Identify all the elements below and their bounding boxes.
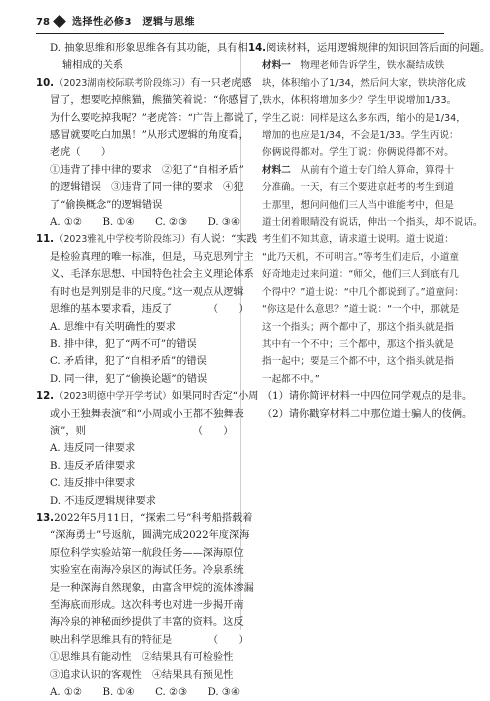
right_column-line [248,179,454,196]
line-text: A. ①② B. ①④ C. ②③ D. ③④ [50,217,241,229]
left-column [36,40,270,701]
right_column-line [248,110,466,127]
left_column-line [36,371,234,388]
line-text: 士那里，想问问他们三人当中谁能考中，但是 [262,199,454,211]
line-text: D. 不违反逻辑规律要求 [50,495,156,507]
right_column-line [248,284,464,301]
line-text: 演”，则 （ ） [50,425,234,437]
line-text: ①思维具有能动性 ②结果具有可检验性 [50,652,234,664]
left_column-line [36,510,253,527]
right_column-line [248,57,444,74]
line-text: 考生们不知其意，请求道士说明。道士说道： [262,234,454,246]
line-text: （1）请你简评材料一中四位同学观点的是非。 [262,391,473,403]
right_column-line [248,214,483,231]
left_column-line [36,197,234,214]
line-text: 义、毛泽东思想、中国特色社会主义理论体系 [50,269,254,281]
left_column-line [36,545,244,562]
diamond-icon [53,15,66,28]
left_column-line [36,284,244,301]
question-number: 12. [36,391,55,403]
right_column-line [248,301,460,318]
line-text: 这一个指头；两个都中了，那这个指头就是指 [262,321,454,333]
line-text: “此乃天机，不可明言。”等考生们走后，小道童 [262,251,460,263]
question-number: 11. [36,234,55,246]
line-text: 有时也是判别是非的尺度。”这一观点从逻辑 [50,286,244,298]
left_column-line [36,266,254,283]
right_column-line [248,162,454,179]
left_column-line [36,301,249,318]
line-text: 学生乙说：同样是这么多东西，缩小的是1/34， [262,112,466,124]
line-text: C. 违反排中律要求 [50,478,136,490]
page-header [36,12,444,34]
line-text: A. 思维中有关明确性的要求 [50,321,176,333]
question-source: （2023明德中学开学考试） [54,391,172,403]
left_column-line [36,336,234,353]
left_column-line [36,162,244,179]
right_column-line [248,406,473,423]
left_column-line [36,319,234,336]
line-text: 指一起中；要是三个都不中，这个指头就是指 [262,356,454,368]
left_column-line [36,649,234,666]
right_column-line [248,388,473,405]
left_column-line [36,388,259,405]
line-text: 是检验真理的唯一标准，但是，马克思列宁主 [50,251,254,263]
right_column-line [248,144,454,161]
left_column-line [36,684,241,701]
line-text: 是一种深海自然现象，由富含甲烷的流体渗漏 [50,582,254,594]
left_column-line [36,92,270,109]
right_column-line [248,127,459,144]
right_column-line [248,92,457,109]
line-text: 至海底而形成。这次科考也对进一步揭开南 [50,600,244,611]
line-text: D. 同一律，犯了“偷换论题”的错误 [50,373,208,385]
question-number: 10. [36,77,55,89]
line-text: 老虎（ ） [50,147,112,159]
question-number: 13. [36,512,55,524]
right_column-line [248,319,454,336]
question-number: 14. [248,43,267,54]
right_column-line [248,353,454,370]
line-text: 其中有一个不中；三个都中，那这个指头就是 [262,338,454,350]
line-text: 感冒就要吃白加黑！”从形式逻辑的角度看， [50,130,249,142]
left_column-line [36,40,248,57]
line-text: 块，体积缩小了1/34，然后问大家，铁块溶化成 [262,77,466,89]
line-text: 了“偷换概念”的逻辑错误 [50,199,163,211]
line-text: A. ①② B. ①④ C. ②③ D. ③④ [50,687,241,699]
left_column-line [36,632,249,649]
line-text: 增加的也应是1/34，不会是1/33。学生丙说： [262,130,459,142]
left_column-line [36,75,252,92]
left_column-line [36,214,241,231]
line-text: 物理老师告诉学生，铁水凝结成铁 [290,60,445,72]
left_column-line [36,493,234,510]
line-text: 分准确。一天，有三个要进京赶考的考生到道 [262,182,454,194]
left_column-line [36,231,257,248]
left_column-line [36,614,244,631]
line-text: 有一只老虎感 [190,77,252,89]
right-column [248,40,490,423]
line-text: 或小王独舞表演”和“小周或小王都不独舞表 [50,408,244,420]
left_column-line [36,57,234,74]
material-label: 材料二 [262,164,291,176]
left_column-line [36,475,234,492]
line-text: “深海勇士”号返航，圆满完成2022年度深海 [50,530,250,542]
left_column-line [36,110,265,127]
line-text: 铁水，体积将增加多少？学生甲说增加1/33。 [262,95,457,107]
left_column-line [36,144,234,161]
line-text: 海冷泉的神秘面纱提供了丰富的资料。这反 [50,617,244,629]
line-text: 个得中？”道士说：“中几个都说到了。”道童问： [262,286,464,298]
line-text: 有人说：“实践 [190,234,257,246]
line-text: 阅读材料，运用逻辑规律的知识回答后面的问题。 [266,43,490,54]
line-text: ①违背了排中律的要求 ②犯了“自相矛盾” [50,164,244,176]
line-text: “你这是什么意思？”道士说：“一个中，那就是 [262,304,460,316]
question-source: （2023湖南校际联考阶段练习） [54,77,191,89]
line-text: 的逻辑错误 ③违背了同一律的要求 ④犯 [50,182,244,194]
left_column-line [36,458,234,475]
left_column-line [36,249,254,266]
line-text: 原位科学实验站第一航段任务——深海原位 [50,547,244,559]
material-label: 材料一 [262,60,291,72]
left_column-line [36,406,244,423]
line-text: 2022年5月11日，“探索二号”科考船搭载着 [54,512,253,524]
line-text: 从前有个道士专门给人算命，算得十 [290,164,454,176]
line-text: 实验室在南海冷泉区的海试任务。冷泉系统 [50,565,244,577]
line-text: 你俩说得都对。学生丁说：你俩说得都不对。 [262,147,454,159]
line-text: 好奇地走过来问道：“师父，他们三人到底有几 [262,269,459,281]
line-text: A. 违反同一律要求 [50,443,136,455]
line-text: 为什么要吃掉我呢？”老虎答：“广告上都说了， [50,112,265,124]
line-text: 辅相成的关系 [62,60,124,72]
left_column-line [36,527,250,544]
line-text: D. 抽象思维和形象思维各有其功能，具有相 [50,43,248,54]
right_column-line [248,336,454,353]
right_column-line [248,249,460,266]
line-text: 一起都不中。” [262,373,320,385]
line-text: C. 矛盾律，犯了“自相矛盾”的错误 [50,356,207,368]
line-text: ③追求认识的客观性 ④结果具有预见性 [50,669,234,681]
left_column-line [36,179,244,196]
left_column-line [36,562,244,579]
left_column-line [36,127,249,144]
line-text: 道士闭着眼睛没有说话，伸出一个指头，却不说话。 [262,217,483,229]
line-text: （2）请你戳穿材料二中那位道士骗人的伎俩。 [262,408,473,420]
question-source: （2023雅礼中学校考阶段练习） [54,234,191,246]
line-text: 如果同时否定“小周 [171,391,259,403]
right_column-line [248,371,444,388]
left_column-line [36,667,234,684]
line-text: B. 违反矛盾律要求 [50,460,136,472]
right_column-line [248,197,454,214]
right_column-line [248,231,454,248]
left_column-line [36,423,234,440]
line-text: 思维的基本要求看，违反了 （ ） [50,304,249,316]
left_column-line [36,353,234,370]
right_column-line [248,266,459,283]
left_column-line [36,580,254,597]
line-text: 冒了，想要吃掉熊猫，熊猫笑着说：“你感冒了， [50,95,270,107]
line-text: B. 排中律，犯了“两不可”的错误 [50,338,197,350]
right_column-line [248,40,490,57]
left_column-line [36,597,244,614]
right_column-line [248,75,466,92]
series-title: 选择性必修3 逻辑与思维 [72,17,195,28]
page-number: 78 [36,17,50,28]
line-text: 映出科学思维具有的特征是 （ ） [50,634,249,646]
left_column-line [36,440,234,457]
